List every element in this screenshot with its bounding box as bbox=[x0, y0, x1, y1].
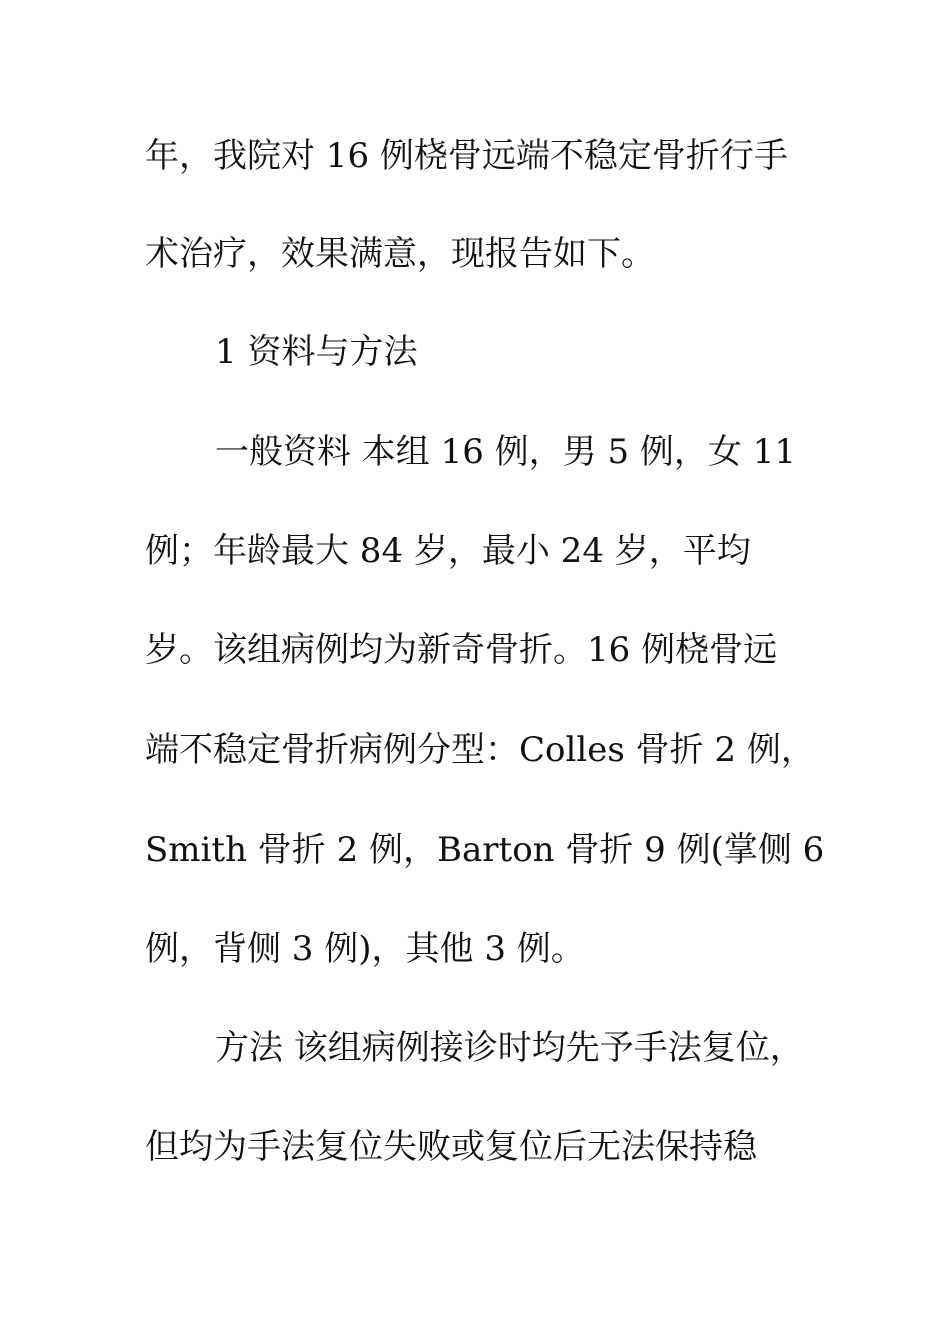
section-heading: 1 资料与方法 bbox=[215, 332, 418, 372]
text-line-6: 岁。该组病例均为新奇骨折。16 例桡骨远 bbox=[145, 630, 778, 670]
text-line-7: 端不稳定骨折病例分型：Colles 骨折 2 例， bbox=[145, 730, 815, 770]
text-line-1: 年，我院对 16 例桡骨远端不稳定骨折行手 bbox=[145, 136, 788, 176]
text-line-10: 方法 该组病例接诊时均先予手法复位， bbox=[215, 1028, 804, 1068]
text-line-11: 但均为手法复位失败或复位后无法保持稳 bbox=[145, 1127, 757, 1167]
text-line-8: Smith 骨折 2 例，Barton 骨折 9 例(掌侧 6 bbox=[145, 830, 825, 870]
text-line-2: 术治疗，效果满意，现报告如下。 bbox=[145, 234, 655, 274]
text-line-5: 例；年龄最大 84 岁，最小 24 岁，平均 bbox=[145, 531, 751, 571]
text-line-4: 一般资料 本组 16 例，男 5 例，女 11 bbox=[215, 432, 797, 472]
text-line-9: 例，背侧 3 例)，其他 3 例。 bbox=[145, 929, 585, 969]
